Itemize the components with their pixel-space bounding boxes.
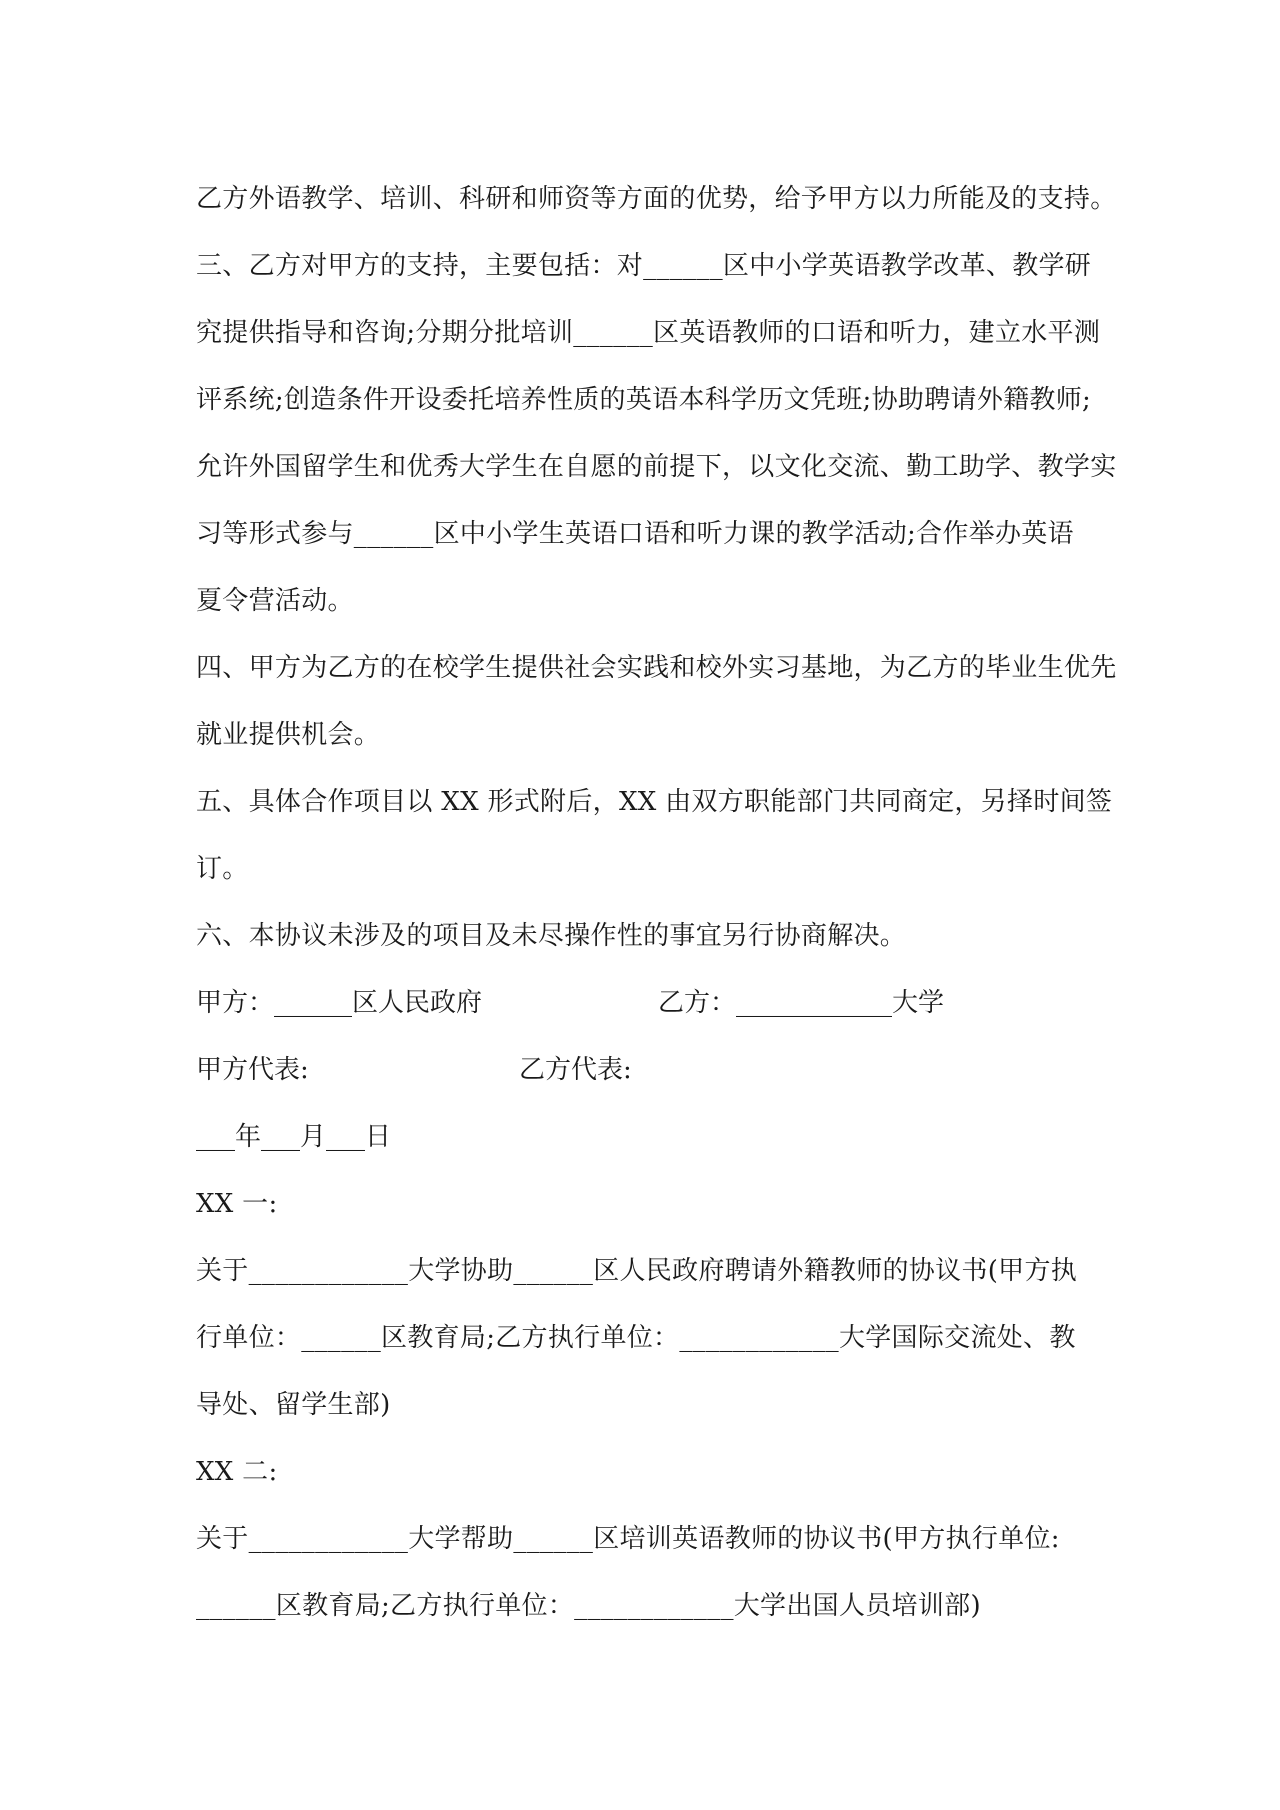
attachment-2 — [196, 1439, 1096, 1640]
attachment-1 — [196, 1171, 1096, 1439]
text-line: 三、乙方对甲方的支持，主要包括：对______区中小学英语教学改革、教学研 — [196, 251, 1092, 281]
text-line: 乙方外语教学、培训、科研和师资等方面的优势，给予甲方以力所能及的支持。 — [196, 184, 1117, 214]
clause-5 — [196, 769, 1113, 903]
text-line: 订。 — [196, 854, 249, 884]
text-line: 评系统;创造条件开设委托培养性质的英语本科学历文凭班;协助聘请外籍教师; — [196, 385, 1092, 415]
text-line: ______区教育局;乙方执行单位：____________大学出国人员培训部) — [196, 1591, 981, 1621]
text-line: 关于____________大学协助______区人民政府聘请外籍教师的协议书(甲方执 — [196, 1256, 1078, 1286]
text-line: 夏令营活动。 — [196, 586, 354, 616]
party-b-representative: 乙方代表: — [519, 1055, 632, 1085]
clause-6 — [196, 903, 1096, 970]
signature-date: ___年___月___日 — [196, 1122, 392, 1152]
clause-2-tail — [196, 166, 1117, 233]
clause-4 — [196, 635, 1117, 769]
signature-representatives-row — [196, 1037, 1096, 1104]
text-line: 允许外国留学生和优秀大学生在自愿的前提下，以文化交流、勤工助学、教学实 — [196, 452, 1117, 482]
text-line: 导处、留学生部) — [196, 1390, 391, 1420]
text-line: 四、甲方为乙方的在校学生提供社会实践和校外实习基地，为乙方的毕业生优先 — [196, 653, 1117, 683]
document-page — [196, 166, 1117, 1640]
attachment-heading: XX 一: — [196, 1189, 278, 1219]
text-line: 习等形式参与______区中小学生英语口语和听力课的教学活动;合作举办英语 — [196, 519, 1074, 549]
text-line: 六、本协议未涉及的项目及未尽操作性的事宜另行协商解决。 — [196, 921, 907, 951]
clause-3 — [196, 233, 1117, 635]
attachment-heading: XX 二: — [196, 1457, 278, 1487]
text-line: 五、具体合作项目以 XX 形式附后，XX 由双方职能部门共同商定，另择时间签 — [196, 787, 1113, 817]
party-a-signature: 甲方：______区人民政府 — [196, 988, 483, 1018]
signature-parties-row — [196, 970, 1096, 1037]
party-b-signature: 乙方：____________大学 — [658, 988, 945, 1018]
text-line: 就业提供机会。 — [196, 720, 381, 750]
text-line: 究提供指导和咨询;分期分批培训______区英语教师的口语和听力，建立水平测 — [196, 318, 1101, 348]
party-a-representative: 甲方代表: — [196, 1055, 309, 1085]
text-line: 关于____________大学帮助______区培训英语教师的协议书(甲方执行单位: — [196, 1524, 1060, 1554]
text-line: 行单位：______区教育局;乙方执行单位：____________大学国际交流处、教 — [196, 1323, 1076, 1353]
signature-date-row — [196, 1104, 1096, 1171]
